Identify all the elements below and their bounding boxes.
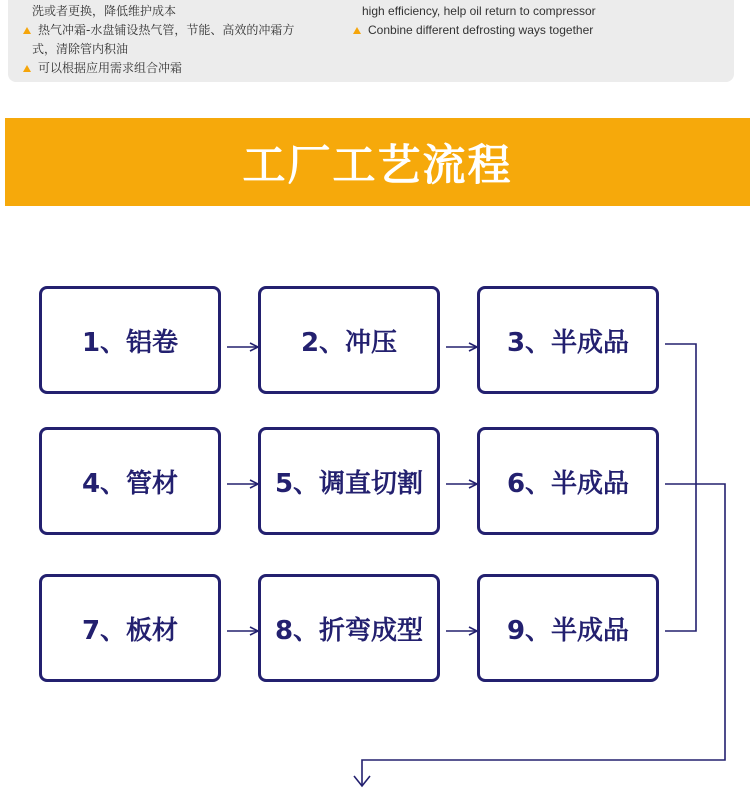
step-label: 2、冲压: [300, 327, 398, 358]
feature-text: 式，清除管内积油: [32, 42, 129, 56]
feature-text: 可以根据应用需求组合冲霜: [38, 61, 183, 75]
flow-step-4: [39, 427, 221, 535]
step-label: 6、半成品: [506, 468, 630, 499]
flow-step-2: [258, 286, 440, 394]
flow-step-8: [258, 574, 440, 682]
flow-step-1: [39, 286, 221, 394]
flow-step-3: [477, 286, 659, 394]
flow-step-6: [477, 427, 659, 535]
step-label: 5、调直切割: [274, 468, 424, 499]
flow-step-9: [477, 574, 659, 682]
merge-line-3: [665, 344, 696, 631]
step-label: 7、板材: [81, 615, 179, 646]
step-label: 4、管材: [81, 468, 179, 499]
step-label: 9、半成品: [506, 615, 630, 646]
feature-text: 热气冲霜-水盘铺设热气管，节能、高效的冲霜方: [38, 23, 295, 37]
feature-text: high efficiency, help oil return to compressor: [362, 4, 596, 18]
feature-text: 洗或者更换，降低维护成本: [32, 4, 177, 18]
feature-text: Conbine different defrosting ways together: [368, 23, 594, 37]
step-label: 1、铝卷: [81, 327, 179, 358]
step-label: 8、折弯成型: [274, 615, 424, 646]
flow-step-5: [258, 427, 440, 535]
step-label: 3、半成品: [506, 327, 630, 358]
section-title: 工厂工艺流程: [242, 140, 513, 191]
flow-step-7: [39, 574, 221, 682]
